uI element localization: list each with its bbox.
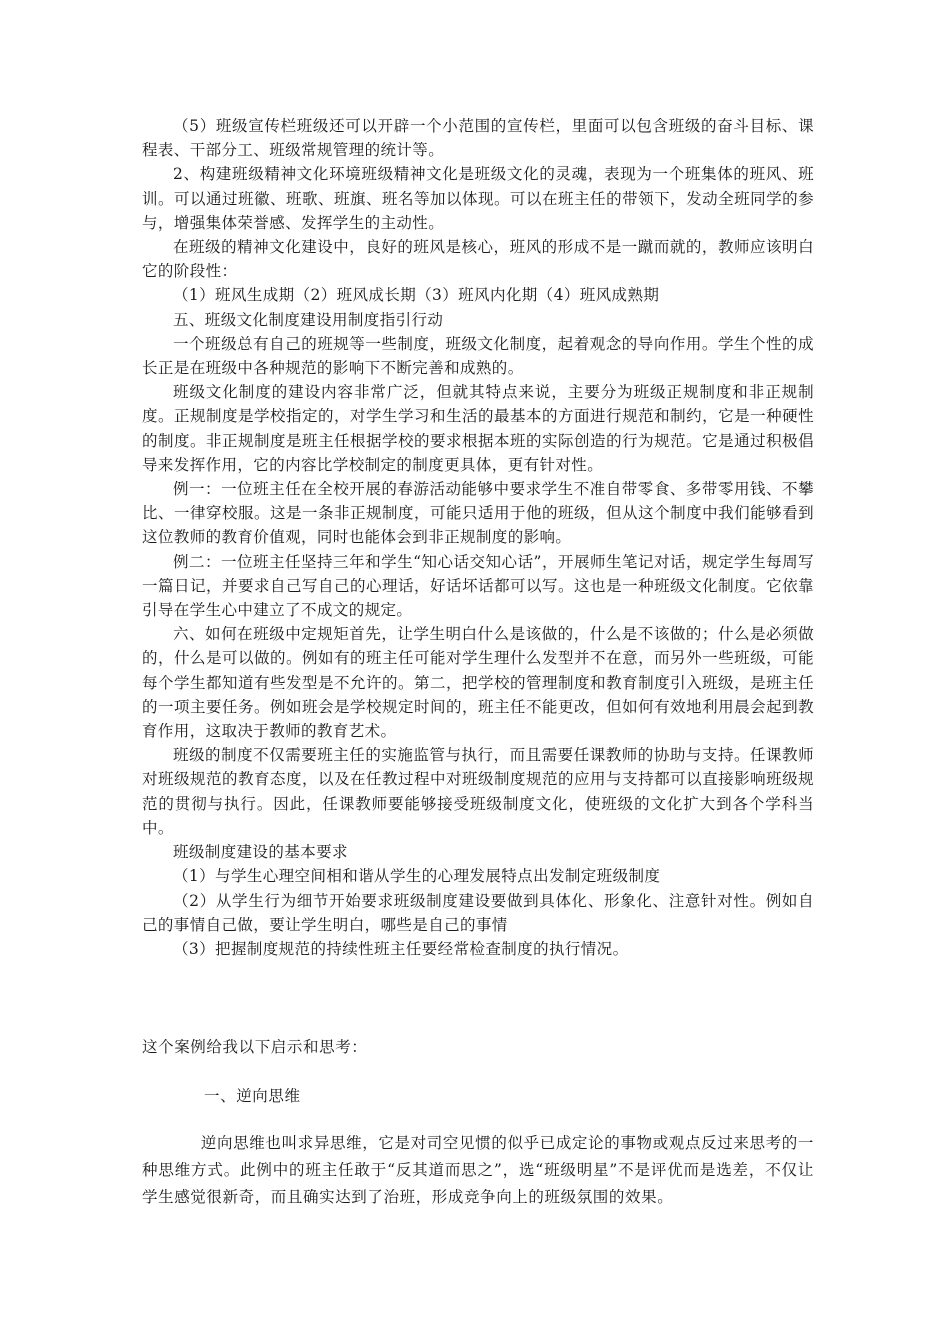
section-heading: 班级制度建设的基本要求: [173, 843, 348, 862]
heading-reverse-thinking: [142, 1084, 814, 1106]
paragraph: 逆向思维也叫求异思维，它是对司空见惯的似乎已成定论的事物或观点反过来思考的一种思维方式。此例中的班主任敢于“反其道而思之”，选“班级明星”不是评优而是选差，不仅让学生感觉很新奇，而且确实达到了治班，形成竞争向上的班级氛围的效果。: [142, 1134, 814, 1206]
list-item: （1）与学生心理空间相和谐从学生的心理发展特点出发制定班级制度: [173, 867, 661, 886]
paragraph: 六、如何在班级中定规矩首先，让学生明白什么是该做的，什么是不该做的；什么是必须做的，什么是可以做的。例如有的班主任可能对学生理什么发型并不在意，而另外一些班级，可能每个学生都知道有些发型是不允许的。第二，把学校的管理制度和教育制度引入班级，是班主任的一项主要任务。例如班会是学校规定时间的，班主任不能更改，但如何有效地利用晨会起到教育作用，这取决于教师的教育艺术。: [142, 625, 814, 741]
intro-text: 这个案例给我以下启示和思考：: [142, 1038, 368, 1056]
paragraph: 班级的制度不仅需要班主任的实施监管与执行，而且需要任课教师的协助与支持。任课教师对班级规范的教育态度，以及在任教过程中对班级制度规范的应用与支持都可以直接影响班级规范的贯彻与执行。因此，任课教师要能够接受班级制度文化，使班级的文化扩大到各个学科当中。: [142, 746, 814, 837]
paragraph: 在班级的精神文化建设中，良好的班风是核心，班风的形成不是一蹴而就的，教师应该明白它的阶段性：: [142, 238, 814, 281]
intro-line: [142, 1035, 814, 1057]
section-class-culture: [142, 114, 814, 961]
list-item: （2）从学生行为细节开始要求班级制度建设要做到具体化、形象化、注意针对性。例如自己的事情自己做，要让学生明白，哪些是自己的事情: [142, 891, 814, 934]
paragraph: 班级文化制度的建设内容非常广泛，但就其特点来说，主要分为班级正规制度和非正规制度。正规制度是学校指定的，对学生学习和生活的最基本的方面进行规范和制约，它是一种硬性的制度。非正规制度是班主任根据学校的要求根据本班的实际创造的行为规范。它是通过积极倡导来发挥作用，它的内容比学校制定的制度更具体，更有针对性。: [142, 383, 814, 474]
heading-text: 一、逆向思维: [204, 1087, 301, 1105]
paragraph: （5）班级宣传栏班级还可以开辟一个小范围的宣传栏，里面可以包含班级的奋斗目标、课程表、干部分工、班级常规管理的统计等。: [142, 117, 814, 160]
list-item: （1）班风生成期（2）班风成长期（3）班风内化期（4）班风成熟期: [173, 286, 660, 305]
paragraph: 2、构建班级精神文化环境班级精神文化是班级文化的灵魂，表现为一个班集体的班风、班训。可以通过班徽、班歌、班旗、班名等加以体现。可以在班主任的带领下，发动全班同学的参与，增强集体荣誉感、发挥学生的主动性。: [142, 165, 814, 232]
paragraph: 例一：一位班主任在全校开展的春游活动能够中要求学生不准自带零食、多带零用钱、不攀比、一律穿校服。这是一条非正规制度，可能只适用于他的班级，但从这个制度中我们能够看到这位教师的教育价值观，同时也能体会到非正规制度的影响。: [142, 480, 814, 547]
section-heading: 五、班级文化制度建设用制度指引行动: [173, 310, 444, 329]
paragraph-reverse-thinking: [142, 1130, 814, 1211]
paragraph: 一个班级总有自己的班规等一些制度，班级文化制度，起着观念的导向作用。学生个性的成长正是在班级中各种规范的影响下不断完善和成熟的。: [142, 334, 814, 378]
list-item: （3）把握制度规范的持续性班主任要经常检查制度的执行情况。: [173, 939, 629, 958]
paragraph: 例二：一位班主任坚持三年和学生“知心话交知心话”，开展师生笔记对话，规定学生每周写一篇日记，并要求自己写自己的心理话，好话坏话都可以写。这也是一种班级文化制度。它依靠引导在学生心中建立了不成文的规定。: [142, 552, 814, 620]
